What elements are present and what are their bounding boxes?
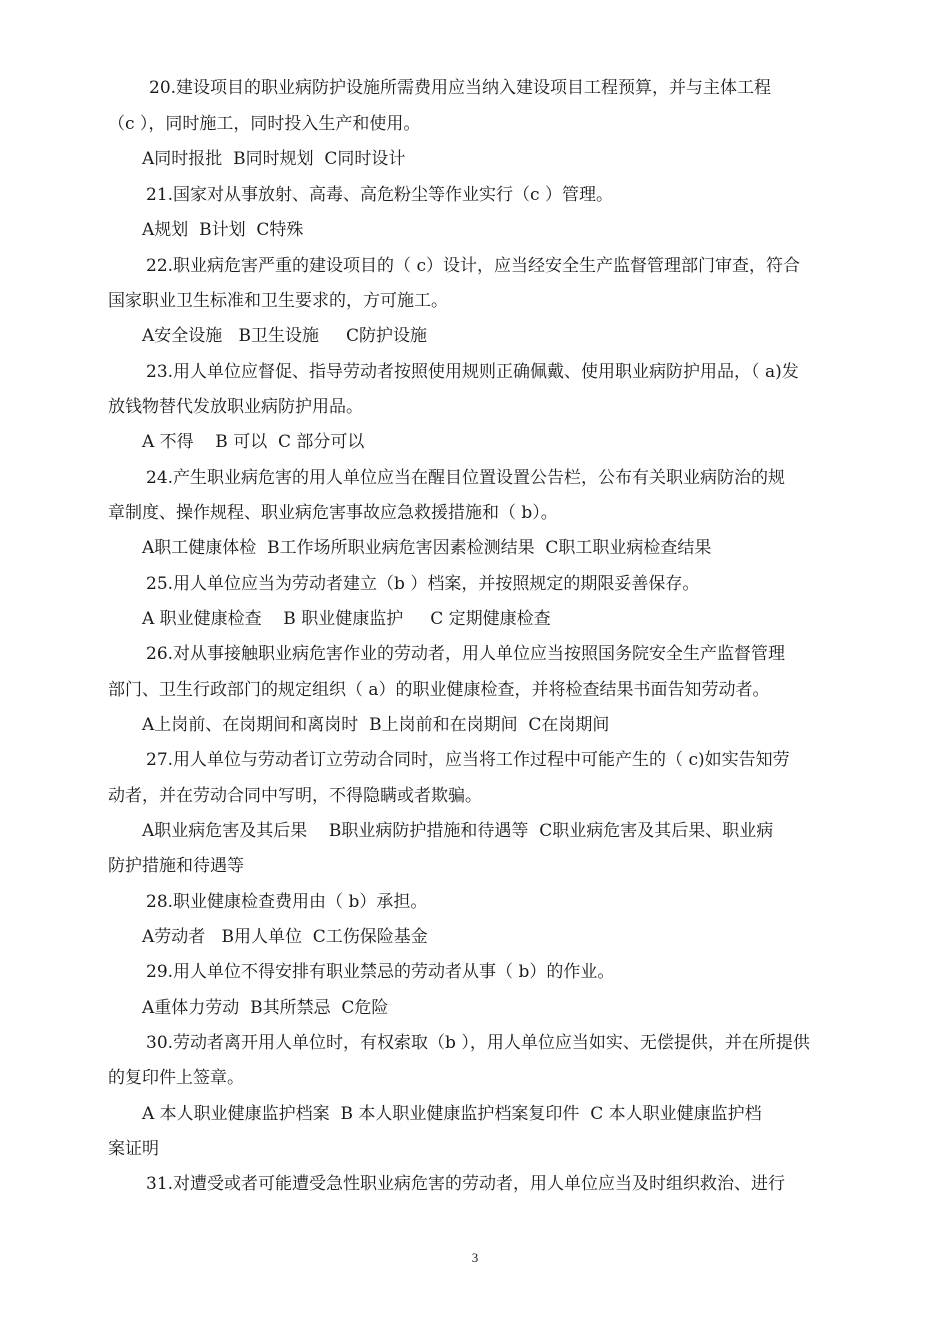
question-25-line-1: 25.用人单位应当为劳动者建立（b ）档案，并按照规定的期限妥善保存。 <box>146 574 700 594</box>
question-21-line-1: 21.国家对从事放射、高毒、高危粉尘等作业实行（c ）管理。 <box>146 185 613 205</box>
question-20-line-2: （c ），同时施工，同时投入生产和使用。 <box>108 114 421 134</box>
question-26-options: A上岗前、在岗期间和离岗时 B上岗前和在岗期间 C在岗期间 <box>142 715 610 735</box>
question-29-line-1: 29.用人单位不得安排有职业禁忌的劳动者从事（ b）的作业。 <box>146 962 615 982</box>
question-23-options: A 不得 B 可以 C 部分可以 <box>142 432 365 452</box>
question-25-options: A 职业健康检查 B 职业健康监护 C 定期健康检查 <box>142 609 551 629</box>
question-22-options: A安全设施 B卫生设施 C防护设施 <box>142 326 428 346</box>
page-number: 3 <box>471 1250 479 1265</box>
question-24-line-2: 章制度、操作规程、职业病危害事故应急救援措施和（ b）。 <box>108 503 558 523</box>
question-31-line-1: 31.对遭受或者可能遭受急性职业病危害的劳动者，用人单位应当及时组织救治、进行 <box>146 1174 786 1194</box>
question-20-line-1: 20.建设项目的职业病防护设施所需费用应当纳入建设项目工程预算，并与主体工程 <box>149 78 772 98</box>
question-23-line-2: 放钱物替代发放职业病防护用品。 <box>108 397 363 417</box>
question-27-line-2: 动者，并在劳动合同中写明，不得隐瞒或者欺骗。 <box>108 786 482 806</box>
question-29-options: A重体力劳动 B其所禁忌 C危险 <box>142 998 389 1018</box>
question-27-options-line-2: 防护措施和待遇等 <box>108 856 244 876</box>
question-22-line-1: 22.职业病危害严重的建设项目的（ c）设计，应当经安全生产监督管理部门审查，符合 <box>146 256 800 276</box>
question-21-options: A规划 B计划 C特殊 <box>142 220 304 240</box>
question-27-line-1: 27.用人单位与劳动者订立劳动合同时，应当将工作过程中可能产生的（ c)如实告知劳 <box>146 750 790 770</box>
question-30-options-line-2: 案证明 <box>108 1139 159 1159</box>
question-27-options-line-1: A职业病危害及其后果 B职业病防护措施和待遇等 C职业病危害及其后果、职业病 <box>142 821 774 841</box>
question-22-line-2: 国家职业卫生标准和卫生要求的，方可施工。 <box>108 291 448 311</box>
question-26-line-2: 部门、卫生行政部门的规定组织（ a）的职业健康检查，并将检查结果书面告知劳动者。 <box>108 680 770 700</box>
question-23-line-1: 23.用人单位应督促、指导劳动者按照使用规则正确佩戴、使用职业病防护用品，（ a)发 <box>146 362 799 382</box>
question-20-options: A同时报批 B同时规划 C同时设计 <box>142 149 406 169</box>
question-24-options: A职工健康体检 B工作场所职业病危害因素检测结果 C职工职业病检查结果 <box>142 538 712 558</box>
question-24-line-1: 24.产生职业病危害的用人单位应当在醒目位置设置公告栏，公布有关职业病防治的规 <box>146 468 786 488</box>
question-28-line-1: 28.职业健康检查费用由（ b）承担。 <box>146 892 428 912</box>
question-30-options-line-1: A 本人职业健康监护档案 B 本人职业健康监护档案复印件 C 本人职业健康监护档 <box>142 1104 762 1124</box>
question-30-line-2: 的复印件上签章。 <box>108 1068 244 1088</box>
question-28-options: A劳动者 B用人单位 C工伤保险基金 <box>142 927 428 947</box>
question-30-line-1: 30.劳动者离开用人单位时，有权索取（b ），用人单位应当如实、无偿提供，并在所提供 <box>146 1033 810 1053</box>
question-26-line-1: 26.对从事接触职业病危害作业的劳动者，用人单位应当按照国务院安全生产监督管理 <box>146 644 786 664</box>
